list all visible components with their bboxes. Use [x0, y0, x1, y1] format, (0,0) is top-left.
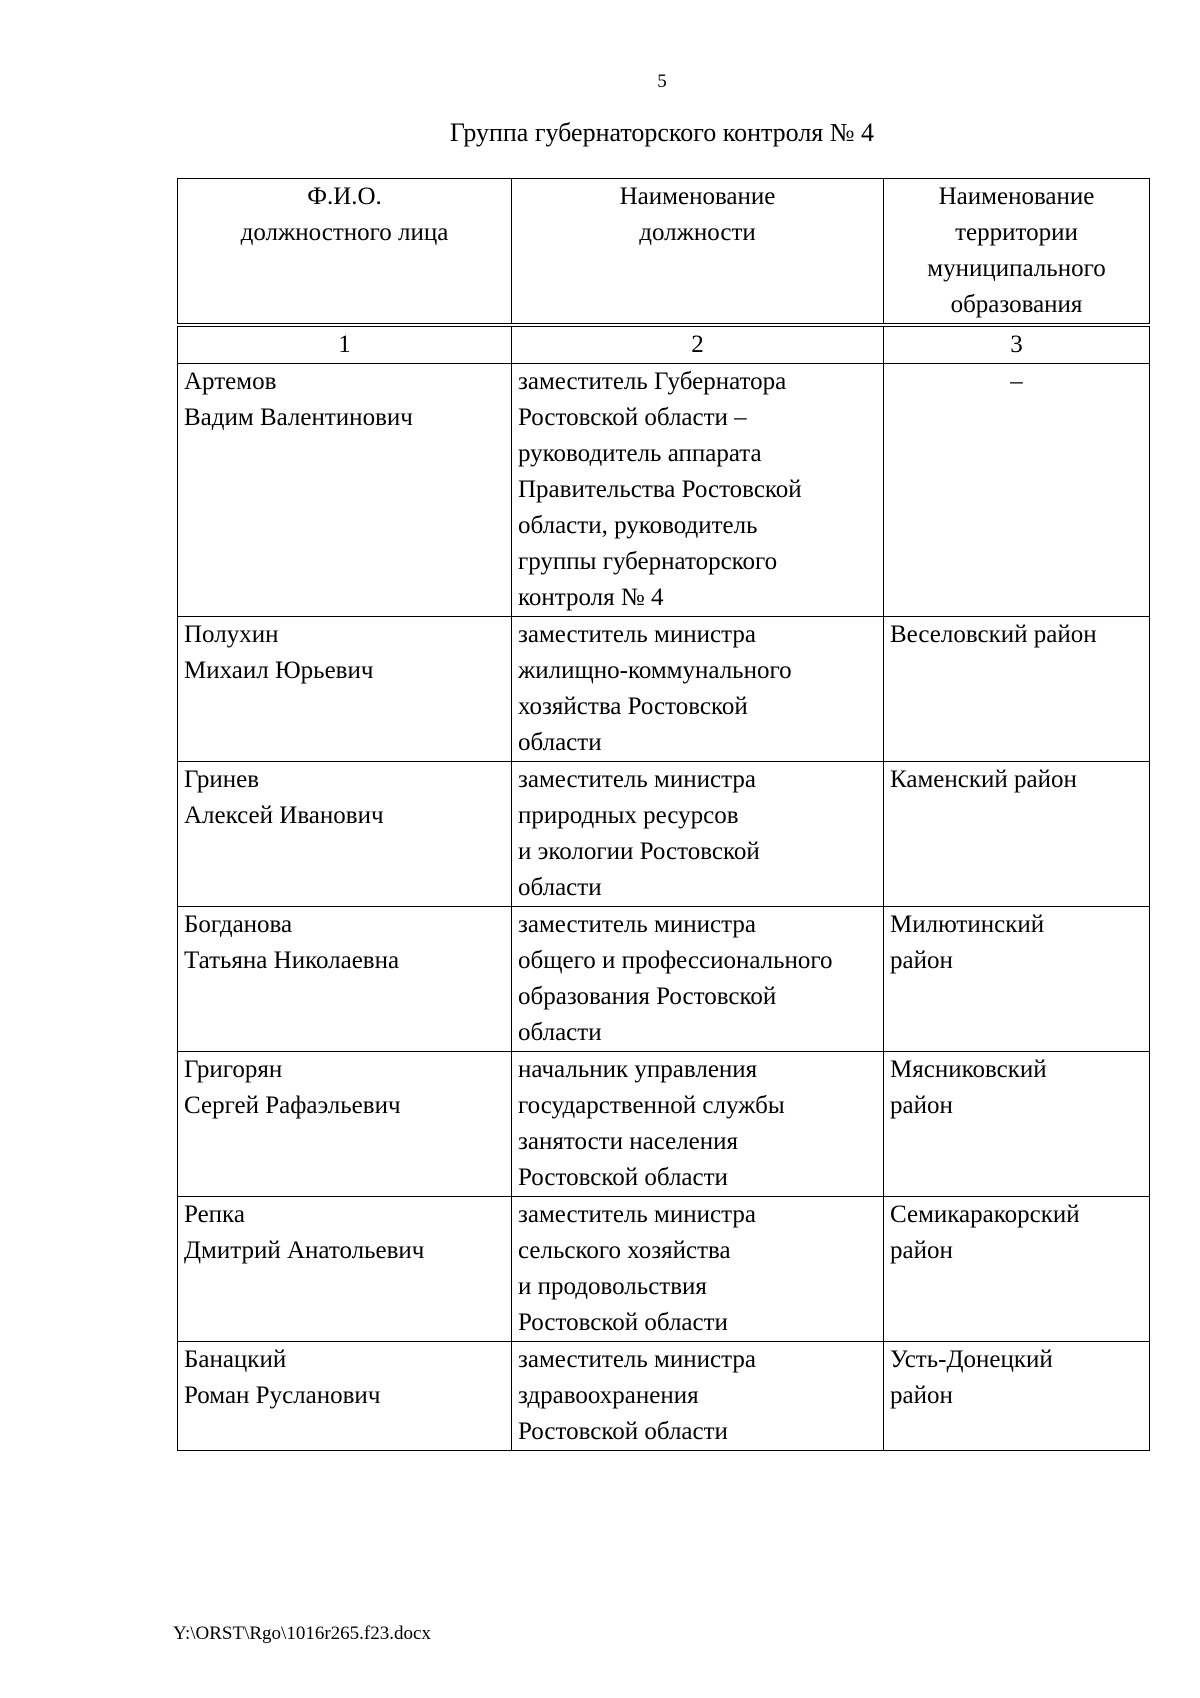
- table-row: [178, 762, 1150, 907]
- header-full-name: Ф.И.О. должностного лица: [178, 179, 512, 326]
- official-name-line: Сергей Рафаэльевич: [184, 1092, 401, 1119]
- official-name-line: Дмитрий Анатольевич: [184, 1237, 425, 1264]
- official-name-line: Вадим Валентинович: [184, 404, 413, 431]
- position-line: заместитель министра: [518, 766, 756, 793]
- official-name-cell: [178, 1197, 512, 1342]
- header-position: Наименование должности: [512, 179, 884, 326]
- position-cell: [512, 1197, 884, 1342]
- column-number: 2: [512, 325, 884, 364]
- position-line: заместитель министра: [518, 621, 756, 648]
- official-name-line: Репка: [184, 1201, 245, 1228]
- page-title: Группа губернаторского контроля № 4: [449, 118, 875, 147]
- position-line: образования Ростовской: [518, 983, 777, 1010]
- territory-cell: [884, 1052, 1150, 1197]
- official-name-line: Банацкий: [184, 1346, 287, 1373]
- position-cell: [512, 907, 884, 1052]
- column-number: 3: [884, 325, 1150, 364]
- table-row: [178, 907, 1150, 1052]
- official-name-line: Алексей Иванович: [184, 802, 384, 829]
- table-header-row: [178, 179, 1150, 326]
- position-line: здравоохранения: [518, 1382, 699, 1409]
- position-line: заместитель министра: [518, 911, 756, 938]
- territory-line: Каменский район: [890, 766, 1077, 793]
- territory-line: Мясниковский: [890, 1056, 1047, 1083]
- territory-line: Семикаракорский: [890, 1201, 1080, 1228]
- official-name-line: Артемов: [184, 368, 277, 395]
- position-line: Ростовской области: [518, 1164, 728, 1191]
- territory-cell: [884, 907, 1150, 1052]
- official-name-cell: [178, 907, 512, 1052]
- territory-cell: [884, 762, 1150, 907]
- position-cell: [512, 1052, 884, 1197]
- official-name-cell: [178, 617, 512, 762]
- position-line: заместитель министра: [518, 1346, 756, 1373]
- table-row: [178, 364, 1150, 617]
- position-line: области: [518, 729, 602, 756]
- position-line: Ростовской области: [518, 1418, 728, 1445]
- position-line: и экологии Ростовской: [518, 838, 760, 865]
- table-row: [178, 617, 1150, 762]
- territory-line: Милютинский: [890, 911, 1045, 938]
- official-name-line: Михаил Юрьевич: [184, 657, 374, 684]
- territory-line: Веселовский район: [890, 621, 1097, 648]
- file-path: Y:\ORST\Rgo\1016r265.f23.docx: [173, 1623, 431, 1644]
- territory-line: Усть-Донецкий: [890, 1346, 1053, 1373]
- position-line: руководитель аппарата: [518, 440, 762, 467]
- officials-table: [177, 178, 1150, 1451]
- position-line: области, руководитель: [518, 512, 758, 539]
- page-number: 5: [657, 71, 667, 92]
- position-line: Ростовской области: [518, 1309, 728, 1336]
- official-name-cell: [178, 762, 512, 907]
- position-cell: [512, 762, 884, 907]
- position-line: природных ресурсов: [518, 802, 739, 829]
- territory-cell: [884, 617, 1150, 762]
- position-cell: [512, 617, 884, 762]
- position-line: Ростовской области –: [518, 404, 747, 431]
- territory-line: район: [890, 1237, 953, 1264]
- official-name-line: Роман Русланович: [184, 1382, 381, 1409]
- position-line: заместитель министра: [518, 1201, 756, 1228]
- territory-cell: [884, 1197, 1150, 1342]
- position-line: начальник управления: [518, 1056, 758, 1083]
- territory-cell: [884, 364, 1150, 617]
- position-line: и продовольствия: [518, 1273, 707, 1300]
- position-cell: [512, 364, 884, 617]
- position-line: группы губернаторского: [518, 548, 778, 575]
- table-row: [178, 1052, 1150, 1197]
- position-cell: [512, 1342, 884, 1451]
- position-line: государственной службы: [518, 1092, 785, 1119]
- position-line: Правительства Ростовской: [518, 476, 802, 503]
- position-line: жилищно-коммунального: [518, 657, 792, 684]
- table-row: [178, 1342, 1150, 1451]
- column-numbers-row: [178, 325, 1150, 364]
- official-name-cell: [178, 1052, 512, 1197]
- official-name-cell: [178, 364, 512, 617]
- position-line: сельского хозяйства: [518, 1237, 731, 1264]
- official-name-line: Григорян: [184, 1056, 283, 1083]
- official-name-cell: [178, 1342, 512, 1451]
- position-line: контроля № 4: [518, 584, 664, 611]
- territory-line: –: [1010, 368, 1023, 395]
- territory-line: район: [890, 947, 953, 974]
- table-row: [178, 1197, 1150, 1342]
- territory-cell: [884, 1342, 1150, 1451]
- official-name-line: Богданова: [184, 911, 293, 938]
- official-name-line: Полухин: [184, 621, 279, 648]
- territory-line: район: [890, 1092, 953, 1119]
- position-line: занятости населения: [518, 1128, 739, 1155]
- position-line: области: [518, 874, 602, 901]
- position-line: общего и профессионального: [518, 947, 833, 974]
- official-name-line: Татьяна Николаевна: [184, 947, 400, 974]
- header-territory: Наименование территории муниципального образования: [884, 179, 1150, 326]
- territory-line: район: [890, 1382, 953, 1409]
- position-line: заместитель Губернатора: [518, 368, 787, 395]
- column-number: 1: [178, 325, 512, 364]
- position-line: области: [518, 1019, 602, 1046]
- position-line: хозяйства Ростовской: [518, 693, 748, 720]
- official-name-line: Гринев: [184, 766, 260, 793]
